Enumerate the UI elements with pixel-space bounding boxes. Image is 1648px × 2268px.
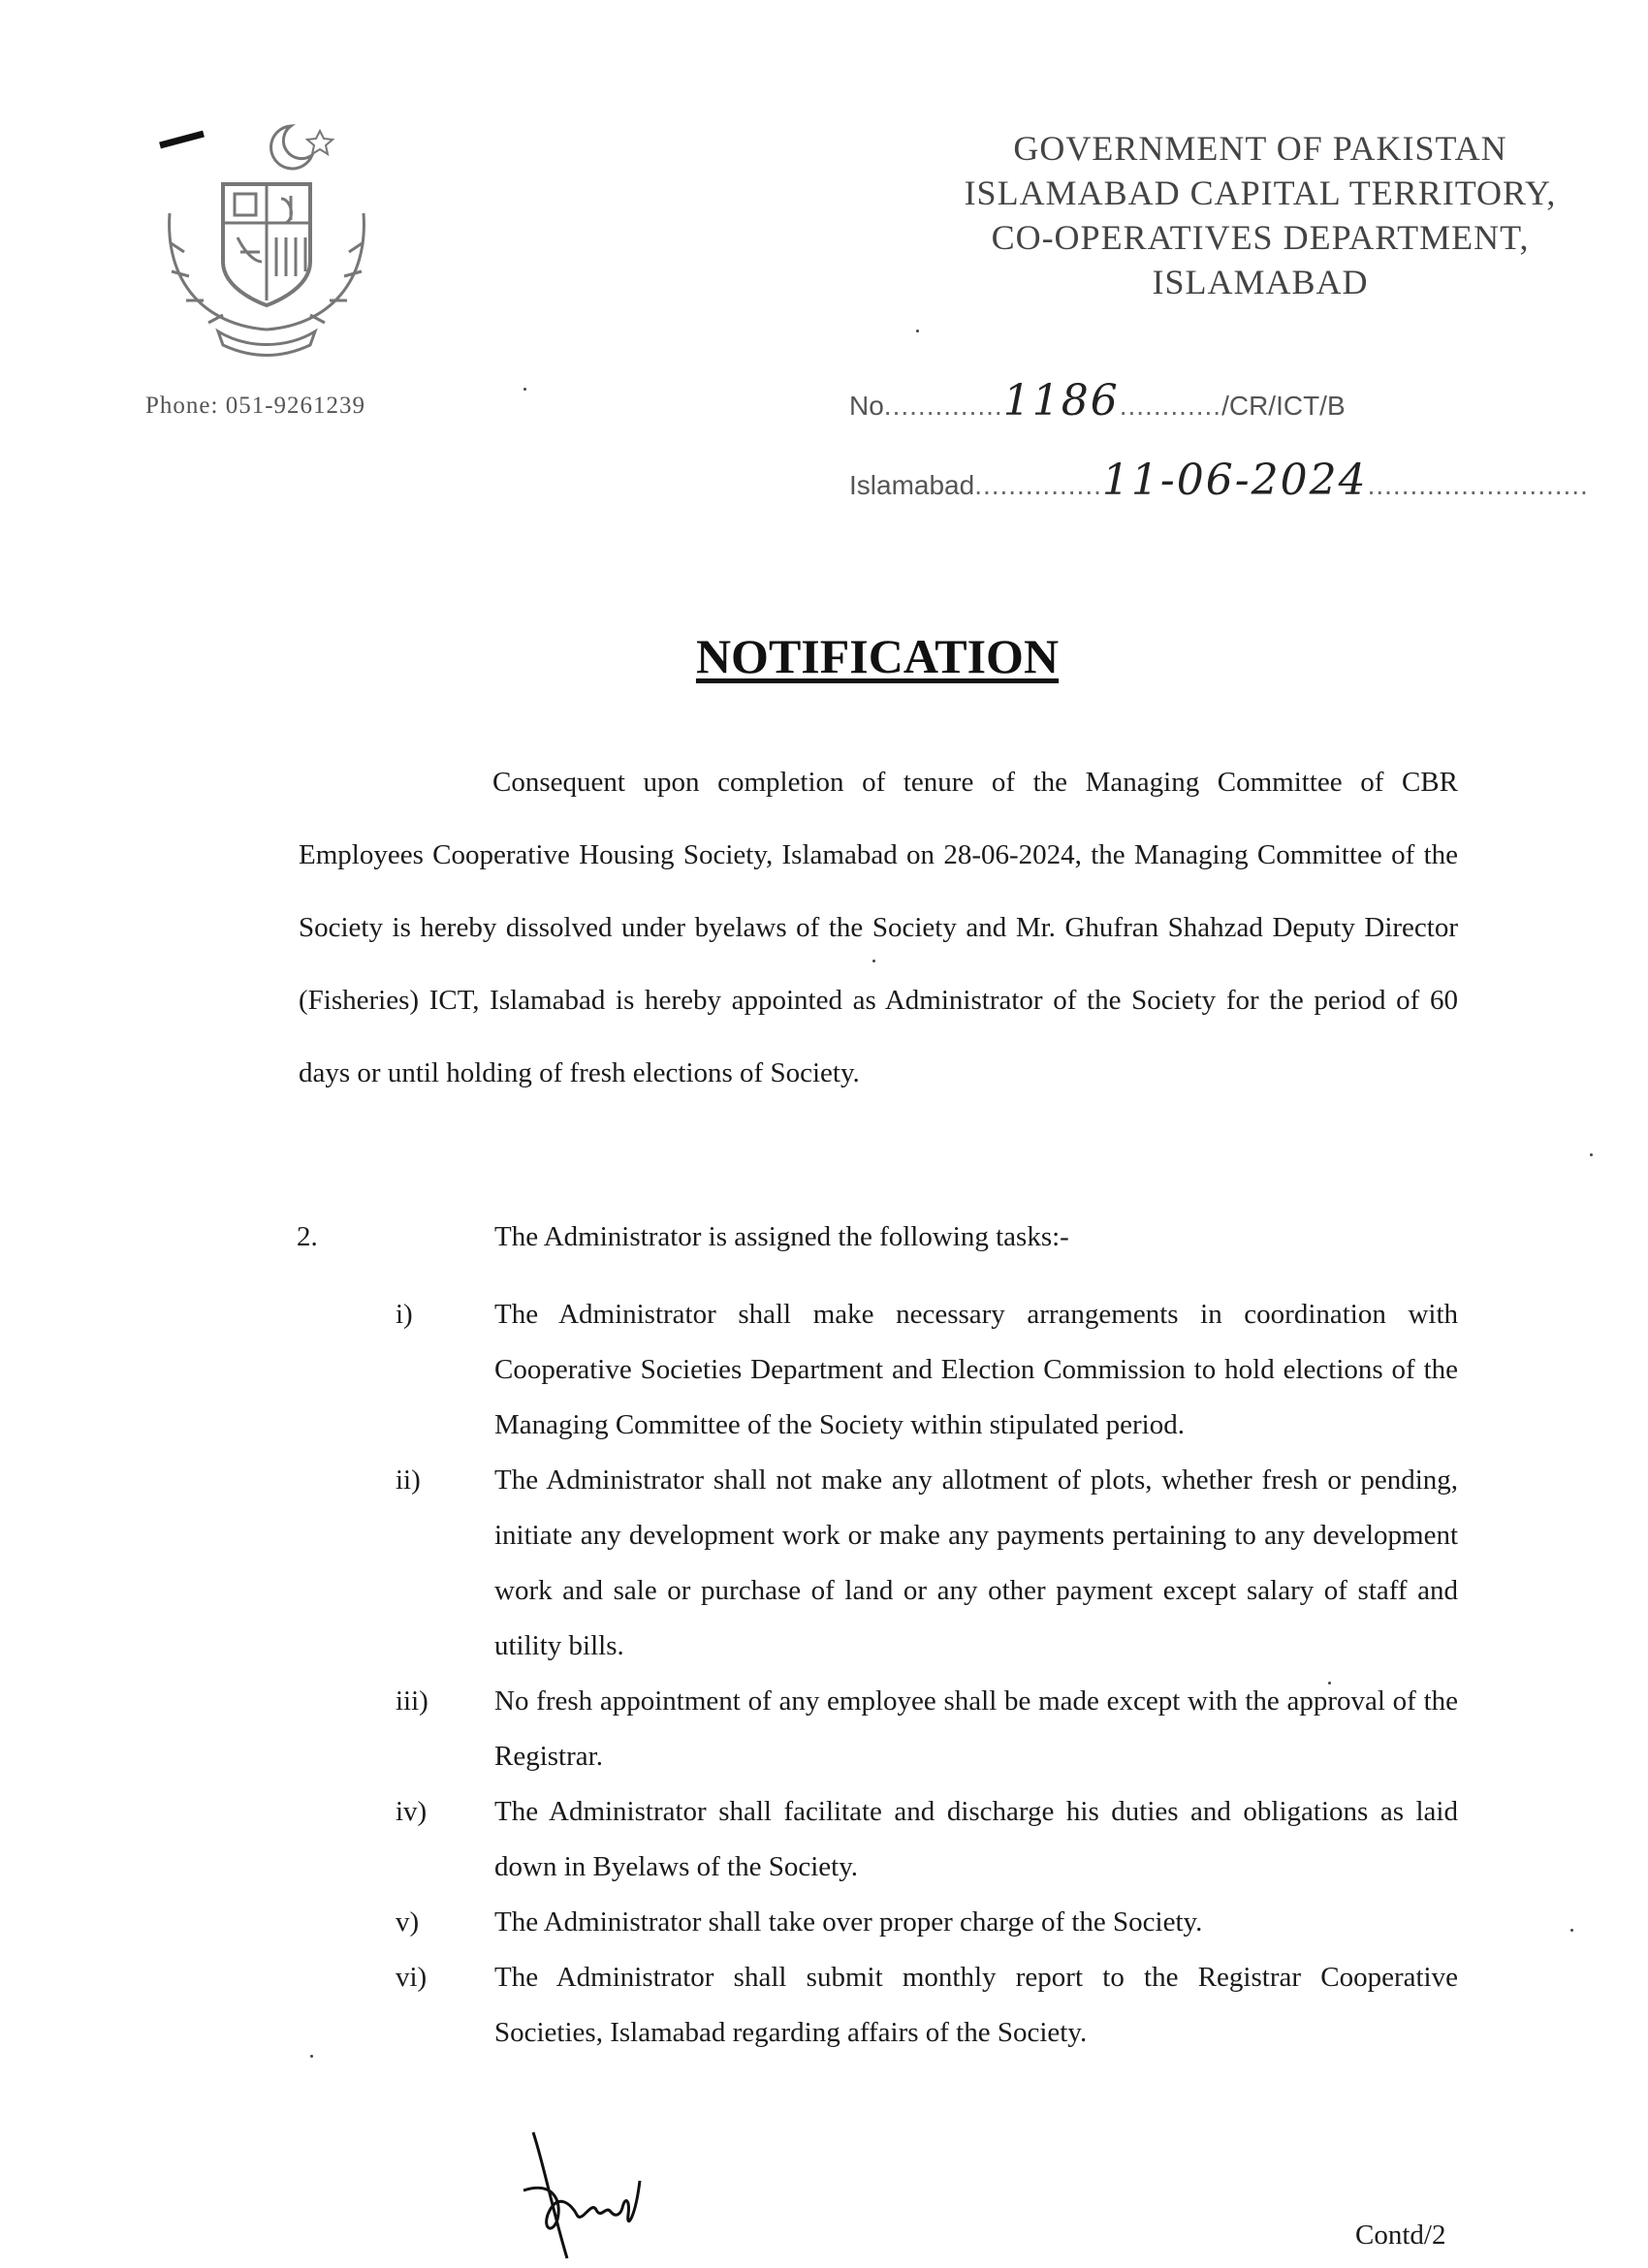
task-numeral: v) (396, 1906, 420, 1937)
task-numeral: iv) (396, 1796, 428, 1827)
task-list (0, 1287, 1648, 2061)
header-line-1: GOVERNMENT OF PAKISTAN (1013, 129, 1507, 168)
task-text: The Administrator shall not make any allotment of plots, whether fresh or pending, initiate any development work or make any payments pertaining to any development work and sale or purchase of land or any other payment except salary of staff and utility bills. (494, 1465, 1458, 1661)
department-header (911, 126, 1609, 304)
scan-speck (1570, 1929, 1573, 1932)
task-text: The Administrator shall submit monthly report to the Registrar Cooperative Societies, Islamabad regarding affairs of the Society. (494, 1962, 1458, 2048)
task-text: The Administrator shall take over proper charge of the Society. (494, 1906, 1203, 1937)
reference-no-suffix: /CR/ICT/B (1221, 391, 1346, 421)
task-text: No fresh appointment of any employee shall be made except with the approval of the Registrar. (494, 1685, 1458, 1772)
list-item (0, 1674, 1648, 1784)
task-numeral: i) (396, 1299, 413, 1330)
paragraph-number: 2. (297, 1221, 318, 1252)
header-line-4: ISLAMABAD (1152, 263, 1369, 301)
list-item (0, 1453, 1648, 1674)
notification-paragraph: Consequent upon completion of tenure of the Managing Committee of CBR Employees Cooperative Housing Society, Islamabad on 28-06-2024, the Managing Committee of the Society is hereby dissolved under byelaws of the Society and Mr. Ghufran Shahzad Deputy Director (Fisheries) ICT, Islamabad is hereby appointed as Administrator of the Society for the period of 60 days or until holding of fresh elections of Society. (299, 767, 1458, 1088)
scan-speck (1590, 1153, 1593, 1156)
reference-date-value: 11-06-2024 (1101, 456, 1368, 505)
signature-icon (514, 2123, 708, 2268)
list-item (0, 1287, 1648, 1453)
scan-speck (916, 330, 919, 332)
scan-speck (523, 388, 526, 391)
scan-speck (310, 2055, 313, 2058)
reference-place-label: Islamabad (849, 470, 975, 500)
continued-marker: Contd/2 (1355, 2220, 1446, 2251)
reference-no-value: 1186 (1002, 376, 1120, 425)
list-item (0, 1950, 1648, 2061)
header-line-3: CO-OPERATIVES DEPARTMENT, (991, 218, 1530, 257)
task-numeral: ii) (396, 1465, 421, 1496)
reference-date-line: Islamabad...............11-06-2024.......................... (849, 456, 1589, 505)
reference-no-label: No (849, 391, 884, 421)
phone-number: Phone: 051-9261239 (145, 393, 366, 419)
scan-speck (872, 960, 875, 962)
task-numeral: iii) (396, 1685, 428, 1717)
header-line-2: ISLAMABAD CAPITAL TERRITORY, (964, 173, 1557, 212)
task-text: The Administrator shall make necessary arrangements in coordination with Cooperative Societies Department and Election Commission to hold elections of the Managing Committee of the Society within stipulated period. (494, 1299, 1458, 1440)
government-emblem-icon (145, 107, 388, 368)
task-numeral: vi) (396, 1962, 428, 1993)
task-text: The Administrator shall facilitate and discharge his duties and obligations as laid down in Byelaws of the Society. (494, 1796, 1458, 1882)
list-item (0, 1784, 1648, 1895)
scan-speck (1328, 1682, 1331, 1685)
list-item (0, 1895, 1648, 1950)
page-title: NOTIFICATION (695, 629, 1060, 683)
task-intro-text: The Administrator is assigned the following tasks:- (494, 1221, 1069, 1252)
reference-number-line: No..............1186............/CR/ICT/B (849, 376, 1346, 425)
